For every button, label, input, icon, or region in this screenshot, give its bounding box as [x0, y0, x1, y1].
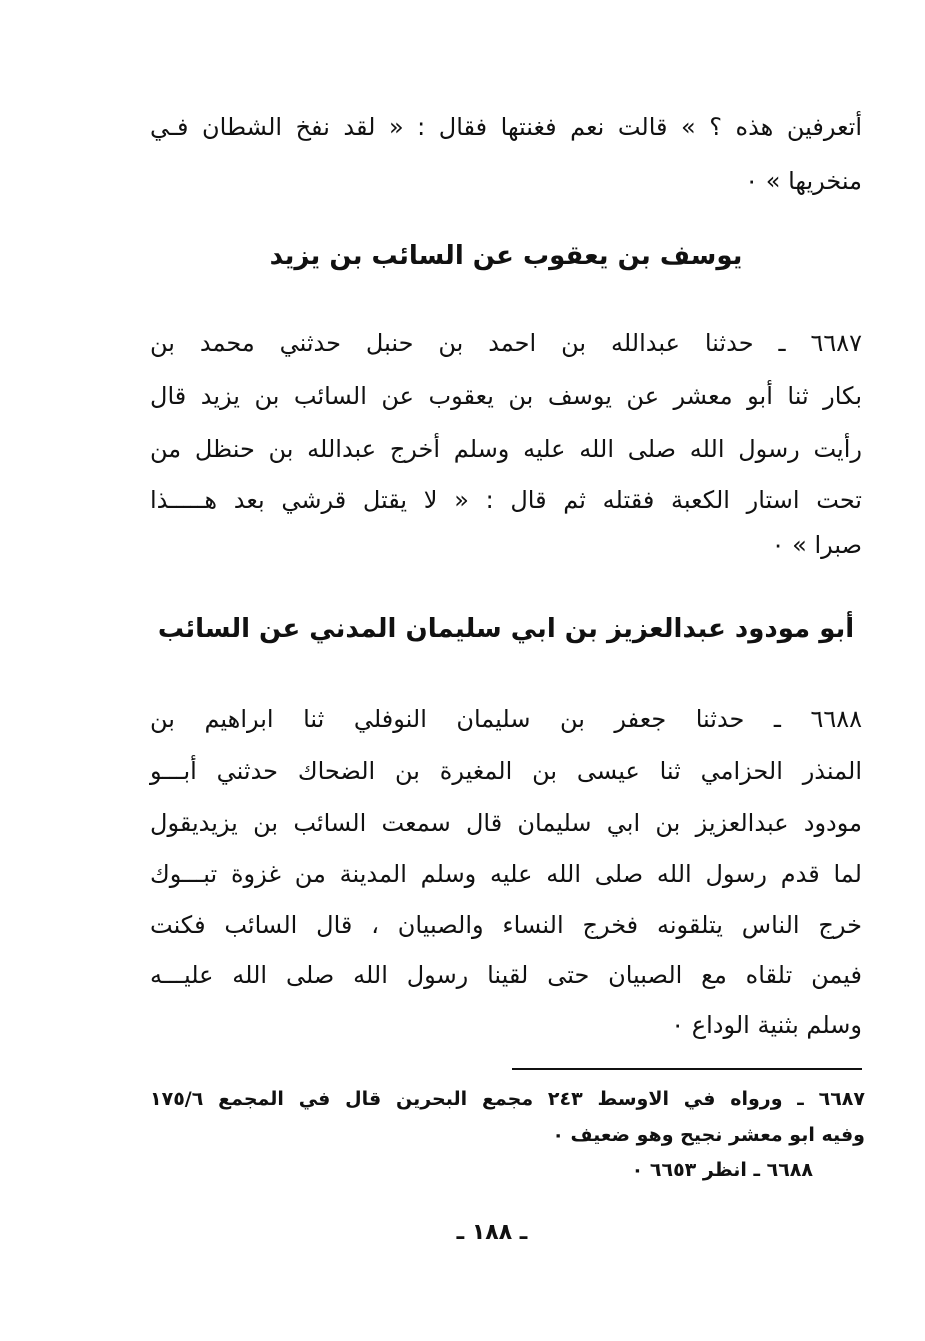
- text-line: لما قدم رسول الله صلى الله عليه وسلم المدينة من غزوة تبـــوك: [150, 860, 862, 888]
- footnote-divider: [512, 1068, 862, 1070]
- footnote-line: وفيه ابو معشر نجيح وهو ضعيف ٠: [552, 1124, 865, 1146]
- page-number: ـ ١٨٨ ـ: [456, 1220, 528, 1245]
- text-line: المنذر الحزامي ثنا عيسى بن المغيرة بن الضحاك حدثني أبـــو: [150, 757, 862, 785]
- text-line: رأيت رسول الله صلى الله عليه وسلم أخرج عبدالله بن حنظل من: [150, 435, 862, 463]
- text-line: مودود عبدالعزيز بن ابي سليمان قال سمعت السائب بن يزيديقول: [150, 809, 862, 837]
- text-line: فيمن تلقاه مع الصبيان حتى لقينا رسول الله صلى الله عليـــه: [150, 961, 862, 989]
- text-line: وسلم بثنية الوداع ٠: [671, 1011, 862, 1039]
- section-heading: أبو مودود عبدالعزيز بن ابي سليمان المدني عن السائب: [157, 614, 855, 644]
- footnote-line: ٦٦٨٨ ـ انظر ٦٦٥٣ ٠: [631, 1159, 813, 1181]
- text-line: بكار ثنا أبو معشر عن يوسف بن يعقوب عن السائب بن يزيد قال: [150, 382, 862, 410]
- text-line: تحت استار الكعبة فقتله ثم قال : « لا يقتل قرشي بعد هـــــذا: [150, 486, 862, 514]
- section-heading: يوسف بن يعقوب عن السائب بن يزيد: [269, 241, 743, 271]
- text-line: خرج الناس يتلقونه فخرج النساء والصبيان ، قال السائب فكنت: [150, 911, 862, 939]
- text-line: ٦٦٨٨ ـ حدثنا جعفر بن سليمان النوفلي ثنا ابراهيم بن: [150, 705, 862, 733]
- text-line: منخريها » ٠: [745, 167, 862, 195]
- text-line: صبرا » ٠: [771, 531, 862, 559]
- text-line: ٦٦٨٧ ـ حدثنا عبدالله بن احمد بن حنبل حدثني محمد بن: [150, 329, 862, 357]
- text-line: أتعرفين هذه ؟ » قالت نعم فغنتها فقال : « لقد نفخ الشطان فـي: [150, 113, 862, 141]
- footnote-line: ٦٦٨٧ ـ ورواه في الاوسط ٢٤٣ مجمع البحرين قال في المجمع ١٧٥/٦: [150, 1088, 865, 1110]
